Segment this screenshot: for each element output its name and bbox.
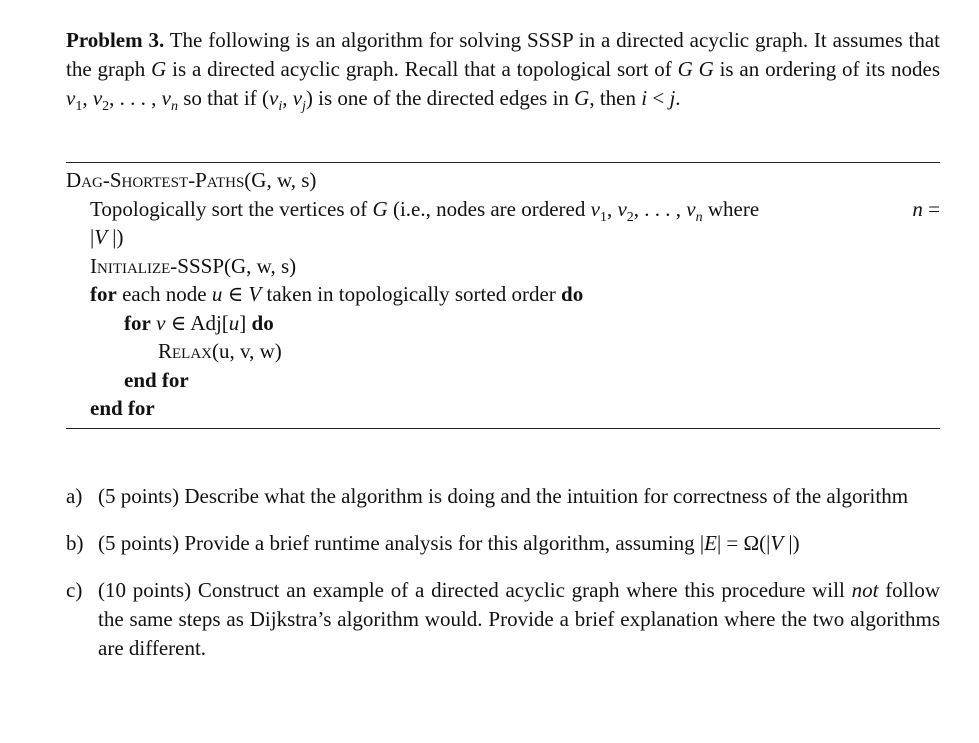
top-rule — [66, 162, 940, 163]
algo-line-inner-end: end for — [124, 367, 189, 392]
part-b: b) (5 points) Provide a brief runtime analysis for this algorithm, assuming |E| = Ω(|V |) — [66, 531, 800, 555]
math-i-lt-j: i < j. — [641, 86, 681, 110]
algo-line-topsort: Topologically sort the vertices of G (i.e., nodes are ordered $v_1$, $v_2$, . . . , $v_n$ where n = — [90, 196, 940, 225]
problem-intro-text-1: The following is an algorithm for solving SSSP in a directed acyclic graph. It assumes that the graph — [66, 28, 940, 81]
algo-title: Dag-Shortest-Paths(G, w, s) — [66, 168, 317, 192]
bottom-rule — [66, 428, 940, 429]
algo-line-vcount: |V |) — [90, 225, 124, 249]
math-node-list: $v_1$, $v_2$, . . . , $v_n$ — [66, 86, 178, 115]
algo-line-relax: Relax(u, v, w) — [158, 339, 282, 363]
math-edge: ($v_i$, $v_j$) — [261, 86, 313, 115]
algo-line-inner-for: for v ∈ Adj[u] do — [124, 310, 274, 335]
algorithm-block — [66, 166, 940, 423]
algo-line-initialize: Initialize-SSSP(G, w, s) — [90, 253, 297, 278]
part-a: a) (5 points) Describe what the algorithm is doing and the intuition for correctness of the algorithm — [66, 484, 909, 508]
algo-line-outer-end: end for — [90, 396, 155, 420]
math-G: G — [151, 57, 167, 81]
emphasis-not: not — [851, 578, 879, 602]
problem-intro: Problem 3. The following is an algorithm for solving SSSP in a directed acyclic graph. It assumes that the graph G is a directed acyclic graph. Recall that a topological sort of G G is an ordering of its nodes $v_1$, $v_2$, . . . , $v_n$ so that if ($v_i$, $v_j$) is one of the directed edges in G, then i < j. — [66, 28, 941, 115]
problem-heading: Problem 3. — [66, 28, 165, 52]
algo-line-outer-for: for each node u ∈ V taken in topologically sorted order do — [90, 282, 584, 306]
question-parts — [66, 482, 940, 681]
part-c: c) (10 points) Construct an example of a directed acyclic graph where this procedure will not follow the same steps as Dijkstra’s algorithm would. Provide a brief explanation where the two algorithms are different. — [66, 578, 941, 660]
